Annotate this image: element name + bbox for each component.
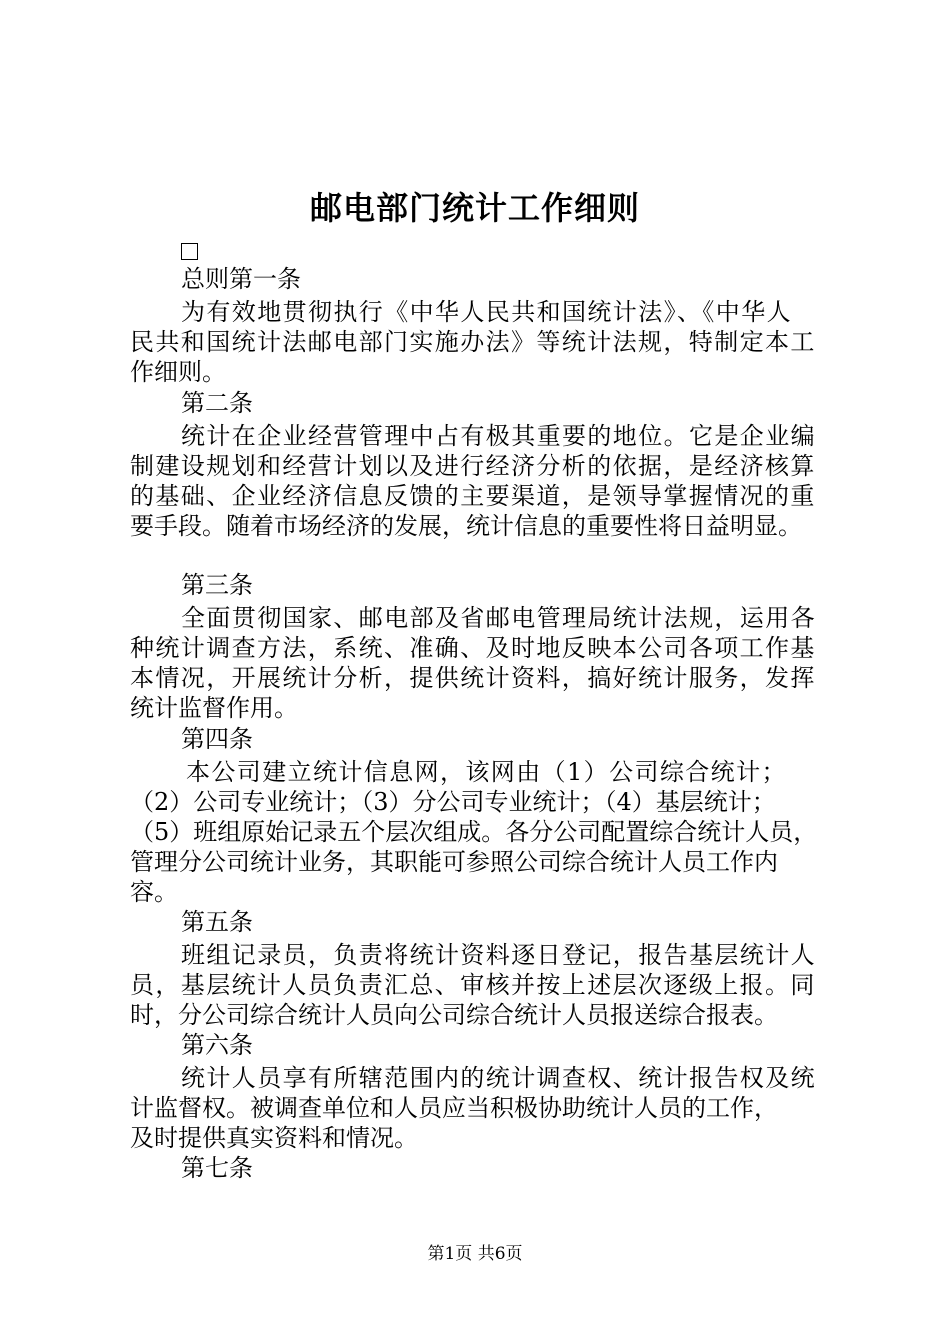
paragraph-line: 本情况，开展统计分析，提供统计资料，搞好统计服务，发挥 bbox=[130, 664, 816, 692]
paragraph-line: 时，分公司综合统计人员向公司综合统计人员报送综合报表。 bbox=[130, 1001, 778, 1029]
section-heading-article-2: 第二条 bbox=[181, 389, 253, 417]
paragraph-line: 要手段。随着市场经济的发展，统计信息的重要性将日益明显。 bbox=[130, 512, 802, 540]
paragraph-line: 管理分公司统计业务，其职能可参照公司综合统计人员工作内 bbox=[130, 848, 778, 876]
paragraph-line: 统计在企业经营管理中占有极其重要的地位。它是企业编 bbox=[181, 422, 816, 450]
section-heading-article-7: 第七条 bbox=[181, 1154, 253, 1182]
paragraph-line: 统计人员享有所辖范围内的统计调查权、统计报告权及统 bbox=[181, 1064, 816, 1092]
paragraph-line: 制建设规划和经营计划以及进行经济分析的依据，是经济核算 bbox=[130, 452, 816, 480]
paragraph-line: 容。 bbox=[130, 878, 178, 906]
paragraph-line: 班组记录员，负责将统计资料逐日登记，报告基层统计人 bbox=[181, 941, 816, 969]
paragraph-line: 员，基层统计人员负责汇总、审核并按上述层次逐级上报。同 bbox=[130, 971, 816, 999]
page-number-footer: 第1页 共6页 bbox=[427, 1244, 523, 1264]
paragraph-line: 种统计调查方法，系统、准确、及时地反映本公司各项工作基 bbox=[130, 634, 816, 662]
paragraph-line: 民共和国统计法邮电部门实施办法》等统计法规，特制定本工 bbox=[130, 328, 816, 356]
section-heading-article-6: 第六条 bbox=[181, 1031, 253, 1059]
paragraph-line: 及时提供真实资料和情况。 bbox=[130, 1124, 418, 1152]
paragraph-line: 计监督权。被调查单位和人员应当积极协助统计人员的工作， bbox=[130, 1094, 778, 1122]
paragraph-line: 全面贯彻国家、邮电部及省邮电管理局统计法规，运用各 bbox=[181, 604, 816, 632]
paragraph-line: （2）公司专业统计；（3）分公司专业统计；（4）基层统计； bbox=[130, 788, 776, 816]
paragraph-line: 作细则。 bbox=[130, 358, 226, 386]
paragraph-line: （5）班组原始记录五个层次组成。各分公司配置综合统计人员， bbox=[130, 818, 818, 846]
paragraph-line: 为有效地贯彻执行《中华人民共和国统计法》、《中华人 bbox=[181, 298, 792, 326]
paragraph-line: 的基础、企业经济信息反馈的主要渠道，是领导掌握情况的重 bbox=[130, 482, 816, 510]
document-title: 邮电部门统计工作细则 bbox=[309, 189, 640, 227]
section-heading-general-article-1: 总则第一条 bbox=[181, 265, 301, 293]
paragraph-line: 本公司建立统计信息网，该网由（1）公司综合统计； bbox=[186, 758, 787, 786]
paragraph-line: 统计监督作用。 bbox=[130, 694, 298, 722]
section-heading-article-3: 第三条 bbox=[181, 571, 253, 599]
section-heading-article-5: 第五条 bbox=[181, 908, 253, 936]
section-heading-article-4: 第四条 bbox=[181, 725, 253, 753]
empty-square-icon bbox=[181, 243, 198, 260]
